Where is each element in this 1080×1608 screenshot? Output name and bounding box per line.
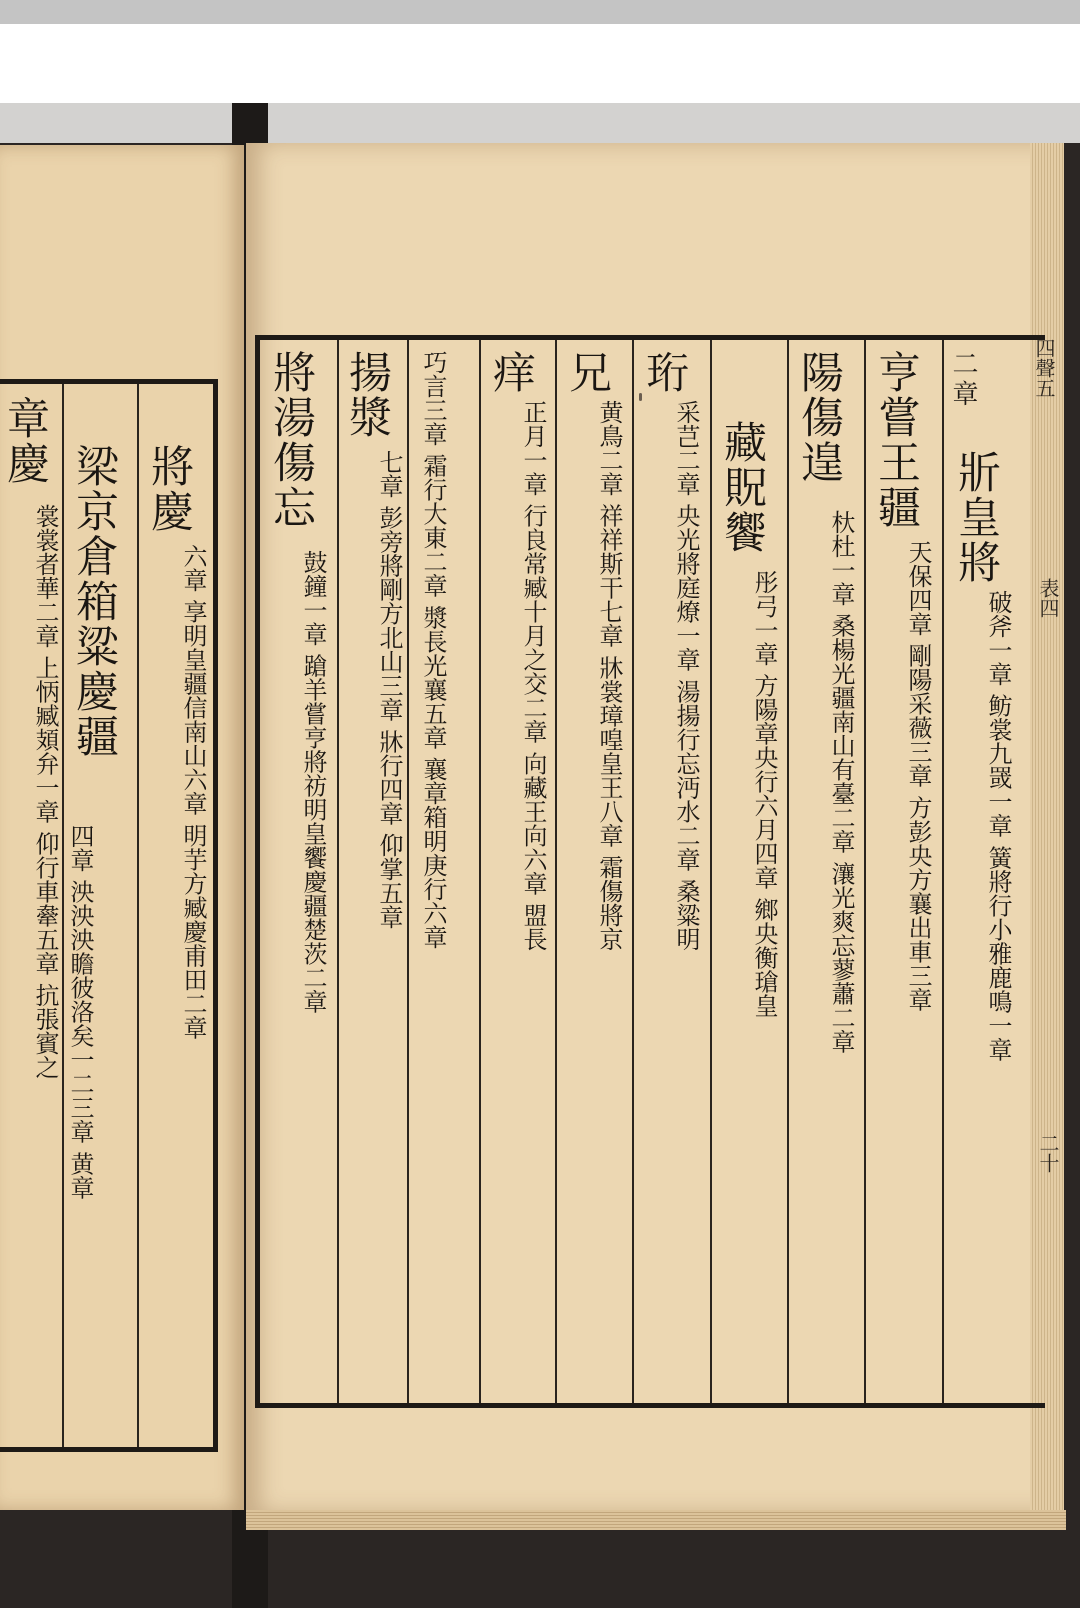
right-col-1 <box>945 340 1030 1403</box>
column-rule <box>479 340 481 1403</box>
right-col-10 <box>264 340 337 1403</box>
right-col-2 <box>867 340 942 1403</box>
right-col-4 <box>713 340 787 1403</box>
column-rule <box>942 340 944 1403</box>
column-rule <box>710 340 712 1403</box>
right-col-2-note: 天保四章 剛陽采薇三章 方彭央方襄出車三章 <box>904 540 932 1012</box>
left-page-frame <box>0 379 218 1452</box>
right-col-4-main: 藏貺饗 <box>717 420 767 555</box>
right-col-3-main: 陽傷遑 <box>794 350 844 485</box>
left-col-1-note: 六章 享明皇疆信南山六章 明芋方臧慶甫田二章 <box>179 544 207 1040</box>
right-col-9-note: 七章 彭旁將剛方北山三章 牀行四章 仰掌五章 <box>375 450 403 929</box>
right-col-10-main: 將湯傷忘 <box>266 350 316 530</box>
right-col-6-main: 兄 <box>562 350 612 395</box>
right-col-3-note: 杕杜一章 桑楊光疆南山有臺二章 瀼光爽忘蓼蕭二章 <box>827 510 855 1054</box>
right-col-1-main: 斨皇將 <box>951 450 1001 585</box>
right-col-7-note: 正月一章 行良常臧十月之交二章 向藏王向六章 盟長 <box>519 400 547 951</box>
right-col-3 <box>790 340 864 1403</box>
right-col-6 <box>558 340 632 1403</box>
margin-label-2: 表四 <box>1036 578 1060 618</box>
left-col-3-note: 裳裳者華二章 上怲臧頍弁一章 仰行車舝五章 抗張賓之 <box>31 504 59 1079</box>
margin-label: 四聲五 <box>1032 338 1056 398</box>
right-page-frame <box>255 335 1045 1408</box>
column-rule <box>555 340 557 1403</box>
right-col-8 <box>410 340 479 1403</box>
column-rule <box>864 340 866 1403</box>
right-col-9-main: 揚漿 <box>342 350 392 440</box>
right-col-10-note: 鼓鐘一章 蹌羊嘗亨將祊明皇饗慶疆楚茨二章 <box>299 550 327 1014</box>
left-col-3 <box>0 384 62 1447</box>
right-col-8-note: 巧言三章 霜行大東二章 漿長光襄五章 襄章箱明庚行六章 <box>419 350 447 949</box>
column-rule <box>62 384 64 1447</box>
book-photo <box>0 103 1080 1608</box>
left-col-2-note: 四章 泱泱泱瞻彼洛矣一二三章 黄章 <box>66 824 94 1200</box>
left-page <box>0 145 244 1510</box>
right-col-4-note: 彤弓一章 方陽章央行六月四章 鄉央衡瑲皇 <box>750 570 778 1018</box>
right-col-6-note: 黄鳥二章 祥祥斯干七章 牀裳璋喤皇王八章 霜傷將京 <box>595 400 623 951</box>
right-col-7 <box>482 340 555 1403</box>
right-col-5-main: 珩 <box>639 350 689 395</box>
right-col-1-note: 破斧一章 鲂裳九罭一章 簧將行小雅鹿鳴一章 <box>984 590 1012 1062</box>
left-col-3-main: 章慶 <box>0 396 50 486</box>
column-rule <box>407 340 409 1403</box>
right-col-0-note: 二 <box>948 350 978 376</box>
column-rule <box>787 340 789 1403</box>
column-rule <box>632 340 634 1403</box>
left-col-2 <box>65 384 137 1447</box>
right-col-7-main: 痒 <box>486 350 536 395</box>
left-col-1-main: 將慶 <box>144 444 194 534</box>
left-col-1 <box>140 384 213 1447</box>
column-rule <box>137 384 139 1447</box>
left-col-2-main: 梁京倉箱粱慶疆 <box>69 444 119 759</box>
right-col-5 <box>635 340 710 1403</box>
right-col-2-main: 亨嘗王疆 <box>871 350 921 530</box>
right-col-0-main: 章 <box>948 380 978 406</box>
margin-label-3: 二十 <box>1036 1133 1060 1173</box>
top-toolbar-strip <box>0 0 1080 24</box>
right-col-5-note: 采芑二章 央光將庭燎一章 湯揚行忘沔水二章 桑粱明 <box>672 400 700 951</box>
column-rule <box>337 340 339 1403</box>
background <box>0 103 1080 143</box>
bottom-page-edges <box>246 1510 1066 1530</box>
right-col-9 <box>340 340 407 1403</box>
